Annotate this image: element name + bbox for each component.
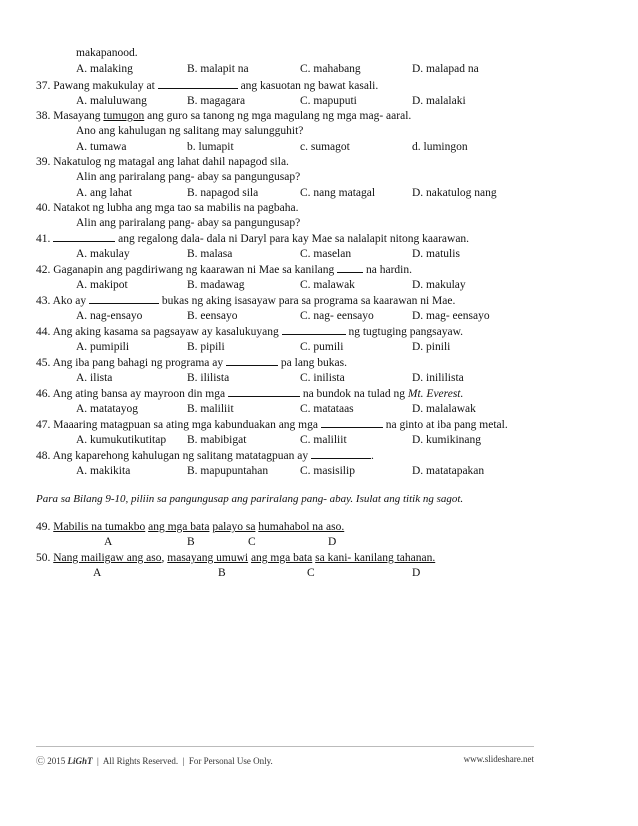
answer-blank bbox=[321, 417, 383, 428]
option-a: A. makulay bbox=[76, 248, 130, 260]
label-c: C bbox=[307, 567, 315, 579]
option-c: C. maliliit bbox=[300, 434, 347, 446]
question-44: 44. Ang aking kasama sa pagsayaw ay kasalukuyang ng tugtuging pangsayaw. bbox=[36, 326, 464, 338]
answer-blank bbox=[311, 448, 371, 459]
label-c: C bbox=[248, 536, 256, 548]
underlined-word: tumugon bbox=[103, 110, 145, 122]
question-42: 42. Gaganapin ang pagdiriwang ng kaarawan ni Mae sa kanilang na hardin. bbox=[36, 264, 412, 276]
phrase-c: palayo sa bbox=[212, 521, 256, 533]
answer-blank bbox=[89, 293, 159, 304]
continuation-text: makapanood. bbox=[76, 47, 138, 59]
option-d: d. lumingon bbox=[412, 141, 468, 153]
phrase-c: ang mga bata bbox=[250, 552, 313, 564]
answer-blank bbox=[228, 386, 300, 397]
option-a: A. ang lahat bbox=[76, 187, 132, 199]
option-d: D. malalawak bbox=[412, 403, 476, 415]
option-a: A. pumipili bbox=[76, 341, 130, 353]
answer-blank bbox=[158, 78, 238, 89]
question-39: 39. Nakatulog ng matagal ang lahat dahil napagod sila. bbox=[36, 156, 289, 168]
question-38: 38. Masayang tumugon ang guro sa tanong ng mga magulang ng mga mag- aaral. bbox=[36, 110, 412, 122]
footer-divider bbox=[36, 746, 534, 747]
answer-blank bbox=[226, 355, 278, 366]
question-48: 48. Ang kaparehong kahulugan ng salitang matatagpuan ay . bbox=[36, 450, 374, 462]
phrase-b: masayang umuwi bbox=[167, 552, 249, 564]
answer-blank bbox=[282, 324, 346, 335]
option-d: D. malapad na bbox=[412, 63, 479, 75]
option-c: c. sumagot bbox=[300, 141, 350, 153]
option-d: D. mag- eensayo bbox=[412, 310, 490, 322]
label-b: B bbox=[218, 567, 226, 579]
question-45: 45. Ang iba pang bahagi ng programa ay pa lang bukas. bbox=[36, 357, 348, 369]
option-b: b. lumapit bbox=[187, 141, 234, 153]
question-37: 37. Pawang makukulay at ang kasuotan ng bawat kasali. bbox=[36, 80, 379, 92]
option-c: C. malawak bbox=[300, 279, 355, 291]
option-d: D. inililista bbox=[412, 372, 464, 384]
option-a: A. tumawa bbox=[76, 141, 127, 153]
option-b: B. malapit na bbox=[187, 63, 249, 75]
option-c: C. nag- eensayo bbox=[300, 310, 374, 322]
footer-url[interactable]: www.slideshare.net bbox=[463, 754, 534, 764]
option-c: C. inilista bbox=[300, 372, 345, 384]
option-a: A. ilista bbox=[76, 372, 113, 384]
instruction-text: Para sa Bilang 9-10, piliin sa pangungusap ang pariralang pang- abay. Isulat ang titik ng sagot. bbox=[36, 493, 464, 505]
phrase-d: humahabol na aso. bbox=[258, 521, 345, 533]
option-b: B. mabibigat bbox=[187, 434, 247, 446]
label-d: D bbox=[328, 536, 337, 548]
option-b: B. malasa bbox=[187, 248, 233, 260]
option-c: C. matataas bbox=[300, 403, 354, 415]
option-b: B. magagara bbox=[187, 95, 246, 107]
option-c: C. mahabang bbox=[300, 63, 361, 75]
option-a: A. kumukutikutitap bbox=[76, 434, 167, 446]
option-c: C. nang matagal bbox=[300, 187, 376, 199]
option-a: A. matatayog bbox=[76, 403, 138, 415]
option-b: B. pipili bbox=[187, 341, 225, 353]
question-46: 46. Ang ating bansa ay mayroon din mga na bundok na tulad ng Mt. Everest. bbox=[36, 388, 464, 400]
footer-copyright: Ⓒ 2015 LiGhT | All Rights Reserved. | For Personal Use Only. bbox=[36, 756, 273, 766]
option-c: C. mapuputi bbox=[300, 95, 357, 107]
phrase-b: ang mga bata bbox=[148, 521, 210, 533]
question-39-sub: Alin ang pariralang pang- abay sa pangungusap? bbox=[76, 171, 301, 183]
option-b: B. maliliit bbox=[187, 403, 234, 415]
option-b: B. ililista bbox=[187, 372, 230, 384]
answer-blank bbox=[337, 262, 363, 273]
label-b: B bbox=[187, 536, 195, 548]
option-d: D. matulis bbox=[412, 248, 460, 260]
option-a: A. malaking bbox=[76, 63, 133, 75]
option-b: B. eensayo bbox=[187, 310, 238, 322]
option-b: B. mapupuntahan bbox=[187, 465, 269, 477]
copyright-icon: Ⓒ bbox=[36, 756, 46, 766]
question-49: 49. Mabilis na tumakbo ang mga bata palayo sa humahabol na aso. bbox=[36, 521, 345, 533]
option-d: D. makulay bbox=[412, 279, 466, 291]
option-a: A. maluluwang bbox=[76, 95, 147, 107]
option-d: D. nakatulog nang bbox=[412, 187, 497, 199]
option-d: D. malalaki bbox=[412, 95, 466, 107]
label-a: A bbox=[104, 536, 113, 548]
question-38-sub: Ano ang kahulugan ng salitang may salungguhit? bbox=[76, 125, 304, 137]
question-43: 43. Ako ay bukas ng aking isasayaw para sa programa sa kaarawan ni Mae. bbox=[36, 295, 456, 307]
option-b: B. napagod sila bbox=[187, 187, 259, 199]
question-40-sub: Alin ang pariralang pang- abay sa pangungusap? bbox=[76, 217, 301, 229]
question-41: 41. ang regalong dala- dala ni Daryl para kay Mae sa nalalapit nitong kaarawan. bbox=[36, 233, 470, 245]
answer-blank bbox=[53, 231, 115, 242]
option-d: D. matatapakan bbox=[412, 465, 485, 477]
option-c: C. masisilip bbox=[300, 465, 355, 477]
label-d: D bbox=[412, 567, 421, 579]
label-a: A bbox=[93, 567, 102, 579]
option-d: D. kumikinang bbox=[412, 434, 481, 446]
phrase-d: sa kani- kanilang tahanan. bbox=[315, 552, 436, 564]
question-40: 40. Natakot ng lubha ang mga tao sa mabilis na pagbaha. bbox=[36, 202, 299, 214]
question-50: 50. Nang mailigaw ang aso, masayang umuwi ang mga bata sa kani- kanilang tahanan. bbox=[36, 552, 436, 564]
option-a: A. makipot bbox=[76, 279, 128, 291]
option-a: A. nag-ensayo bbox=[76, 310, 143, 322]
phrase-a: Mabilis na tumakbo bbox=[53, 521, 146, 533]
phrase-a: Nang mailigaw ang aso bbox=[53, 552, 162, 564]
brand-name: LiGhT bbox=[67, 756, 93, 766]
option-c: C. pumili bbox=[300, 341, 344, 353]
option-b: B. madawag bbox=[187, 279, 245, 291]
option-c: C. maselan bbox=[300, 248, 352, 260]
question-47: 47. Maaaring matagpuan sa ating mga kabunduakan ang mga na ginto at iba pang metal. bbox=[36, 419, 508, 431]
option-d: D. pinili bbox=[412, 341, 451, 353]
option-a: A. makikita bbox=[76, 465, 131, 477]
